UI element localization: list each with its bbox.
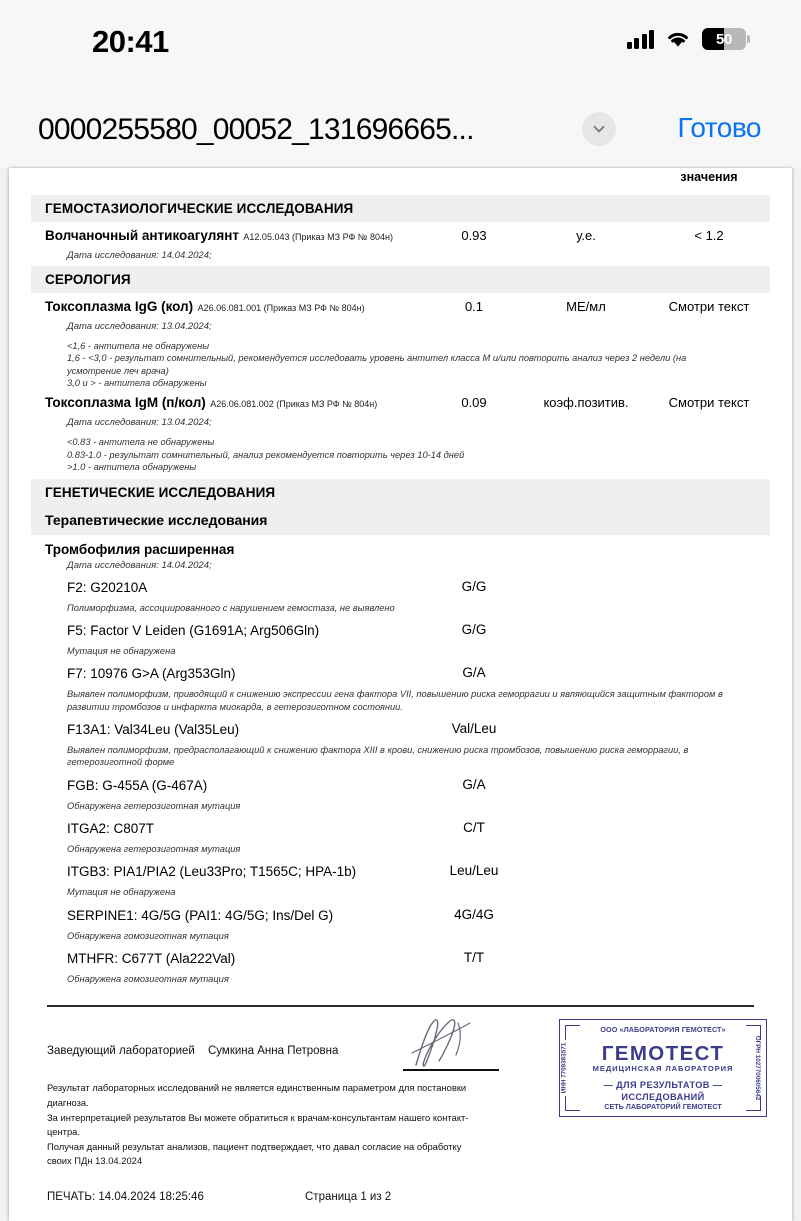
analyte-reference: < 1.2: [694, 228, 724, 243]
laboratory-stamp: [559, 1019, 767, 1117]
status-bar-clock: 20:41: [92, 24, 169, 59]
disclaimer-line: Результат лабораторных исследований не является единственным параметром для постановки диагноза.: [47, 1082, 467, 1109]
done-button[interactable]: Готово: [677, 112, 761, 143]
gene-genotype: G/A: [462, 665, 486, 681]
signature-line: [403, 1069, 499, 1071]
gene-row: [31, 820, 770, 840]
gene-description: Обнаружена гомозиготная мутация: [67, 930, 229, 941]
panel-name-thrombophilia: Тромбофилия расширенная: [45, 541, 235, 557]
gene-genotype: G/G: [461, 578, 487, 594]
signature-person-name: Сумкина Анна Петровна: [208, 1045, 339, 1058]
gene-description: Выявлен полиморфизм, предрасполагающий к снижению фактора XIII в крови, снижению риска тромбозов, повышению риска геморрагии, в гетерозиготной форме: [67, 744, 689, 768]
gene-genotype: G/A: [462, 776, 486, 792]
battery-percent-label: 50: [715, 30, 733, 48]
analyte-unit: МЕ/мл: [566, 299, 606, 314]
gene-row: [31, 721, 770, 741]
analyte-interpretation: [31, 340, 770, 389]
gene-label: F13A1: Val34Leu (Val35Leu): [67, 721, 240, 737]
gene-row: [31, 777, 770, 797]
analyte-row-toxoplasma-igm: [31, 394, 770, 414]
gene-genotype: Leu/Leu: [449, 863, 499, 879]
document-scroll-area[interactable]: [0, 168, 801, 1203]
gene-description: Обнаружена гомозиготная мутация: [67, 974, 229, 985]
analyte-code: A26.06.081.002 (Приказ МЗ РФ № 804н): [210, 399, 378, 410]
stamp-sub-text: МЕДИЦИНСКАЯ ЛАБОРАТОРИЯ: [592, 1064, 734, 1074]
gene-genotype: G/G: [461, 621, 487, 637]
gene-row: [31, 665, 770, 685]
gene-row: [31, 579, 770, 599]
stamp-brand-text: ГЕМОТЕСТ: [601, 1042, 725, 1066]
chevron-down-icon[interactable]: [582, 112, 616, 146]
status-bar-indicators: [627, 28, 747, 50]
stamp-top-text: ООО «ЛАБОРАТОРИЯ ГЕМОТЕСТ»: [600, 1025, 726, 1035]
analyte-name: Волчаночный антикоагулянт: [45, 228, 239, 243]
gene-description: Мутация не обнаружена: [67, 887, 176, 898]
analyte-unit: коэф.позитив.: [543, 395, 629, 411]
gene-description: Обнаружена гетерозиготная мутация: [67, 844, 241, 855]
battery-icon: [702, 28, 746, 50]
analyte-interpretation: [31, 436, 770, 473]
print-info-row: [31, 1191, 770, 1221]
handwritten-signature-icon: [406, 1015, 492, 1076]
ios-status-bar: [0, 0, 801, 92]
gene-genotype: Val/Leu: [451, 720, 497, 736]
gene-description: Обнаружена гетерозиготная мутация: [67, 800, 241, 811]
subsection-header-therapeutic: Терапевтические исследования: [31, 506, 770, 535]
page-number-label: Страница 1 из 2: [305, 1190, 392, 1203]
analyte-unit: у.е.: [576, 228, 596, 243]
analyte-row-lupus-anticoagulant: [31, 227, 770, 247]
analyte-reference: Смотри текст: [668, 395, 750, 411]
interpretation-line: 0.83-1.0 - результат сомнительный, анализ рекомендуется повторить через 10-14 дней: [67, 449, 465, 460]
wifi-icon: [665, 29, 691, 49]
gene-description: Выявлен полиморфизм, приводящий к снижению экспрессии гена фактора VII, повышению риска геморрагии и являющийся защитным фактором в развитии тромбозов и инфаркта миокарда, в гетерозиготном состоянии.: [67, 689, 723, 712]
section-header-genetics: ГЕНЕТИЧЕСКИЕ ИССЛЕДОВАНИЯ: [31, 479, 770, 506]
analyte-code: A12.05.043 (Приказ МЗ РФ № 804н): [243, 232, 393, 242]
analyte-row-toxoplasma-igg: [31, 298, 770, 318]
stamp-purpose-line-2: ИССЛЕДОВАНИЙ: [621, 1092, 705, 1103]
interpretation-line: 1,6 - <3,0 - результат сомнительный, рекомендуется исследовать уровень антител класса M и/или повторить анализ через 2 недели (на усмотрение леч врача): [67, 353, 687, 376]
analyte-value: 0.93: [461, 228, 487, 243]
cellular-bars-icon: [627, 29, 655, 49]
analyte-value: 0.1: [464, 299, 484, 314]
analyte-name: Токсоплазма IgG (кол): [45, 299, 194, 314]
disclaimer-line: Получая данный результат анализов, пациент подтверждает, что давал согласие на обработку своих ПДн 13.04.2024: [47, 1140, 462, 1167]
gene-label: ITGA2: C807T: [67, 821, 155, 837]
gene-description: Полиморфизма, ассоциированного с нарушением гемостаза, не выявлено: [67, 602, 395, 613]
analyte-date: Дата исследования: 13.04.2024;: [67, 417, 212, 429]
panel-date: Дата исследования: 14.04.2024;: [67, 559, 212, 571]
section-header-hemostasis: ГЕМОСТАЗИОЛОГИЧЕСКИЕ ИССЛЕДОВАНИЯ: [31, 195, 770, 222]
analyte-name: Токсоплазма IgM (п/кол): [45, 395, 206, 411]
document-filename-title: 0000255580_00052_131696665...: [38, 113, 474, 146]
gene-label: MTHFR: C677T (Ala222Val): [67, 951, 236, 967]
stamp-purpose-line-1: — ДЛЯ РЕЗУЛЬТАТОВ —: [603, 1080, 723, 1091]
signature-role-label: Заведующий лабораторией: [47, 1045, 195, 1058]
analyte-reference: Смотри текст: [668, 299, 750, 314]
print-timestamp: ПЕЧАТЬ: 14.04.2024 18:25:46: [47, 1190, 204, 1203]
stamp-inn-text: ИНН 7709383571: [560, 1043, 568, 1094]
gene-genotype: 4G/4G: [454, 906, 494, 922]
analyte-code: A26.06.081.001 (Приказ МЗ РФ № 804н): [197, 303, 365, 313]
gene-row: [31, 907, 770, 927]
gene-label: F5: Factor V Leiden (G1691A; Arg506Gln): [67, 622, 320, 638]
gene-genotype: T/T: [463, 950, 485, 966]
interpretation-line: >1.0 - антитела обнаружены: [67, 462, 197, 473]
interpretation-line: 3,0 и > - антитела обнаружены: [67, 378, 207, 389]
gene-row: [31, 622, 770, 642]
disclaimer-line: За интерпретацией результатов Вы можете обратиться к врачам-консультантам нашего контакт-центра.: [47, 1111, 469, 1138]
gene-description: Мутация не обнаружена: [67, 645, 176, 656]
gene-label: SERPINE1: 4G/5G (PAI1: 4G/5G; Ins/Del G): [67, 907, 334, 923]
table-header-partial: [31, 168, 770, 190]
gene-row: [31, 950, 770, 970]
stamp-bottom-text: СЕТЬ ЛАБОРАТОРИЙ ГЕМОТЕСТ: [604, 1102, 722, 1112]
interpretation-line: <0.83 - антитела не обнаружены: [67, 437, 215, 448]
gene-label: F2: G20210A: [67, 579, 148, 595]
interpretation-line: <1,6 - антитела не обнаружены: [67, 341, 210, 351]
column-header-reference: значения: [680, 170, 738, 184]
analyte-value: 0.09: [461, 395, 487, 411]
section-header-serology: СЕРОЛОГИЯ: [31, 266, 770, 293]
document-page: [9, 168, 792, 1221]
gene-label: FGB: G-455A (G-467A): [67, 777, 208, 793]
gene-label: F7: 10976 G>A (Arg353Gln): [67, 666, 236, 682]
gene-genotype: C/T: [463, 820, 485, 836]
gene-label: ITGB3: PIA1/PIA2 (Leu33Pro; T1565C; HPA-1b): [67, 864, 357, 880]
analyte-date: Дата исследования: 13.04.2024;: [67, 321, 212, 332]
stamp-ogrn-text: ОГРН 1027700605642: [753, 1036, 761, 1101]
gene-row: [31, 863, 770, 883]
analyte-date: Дата исследования: 14.04.2024;: [67, 250, 212, 261]
